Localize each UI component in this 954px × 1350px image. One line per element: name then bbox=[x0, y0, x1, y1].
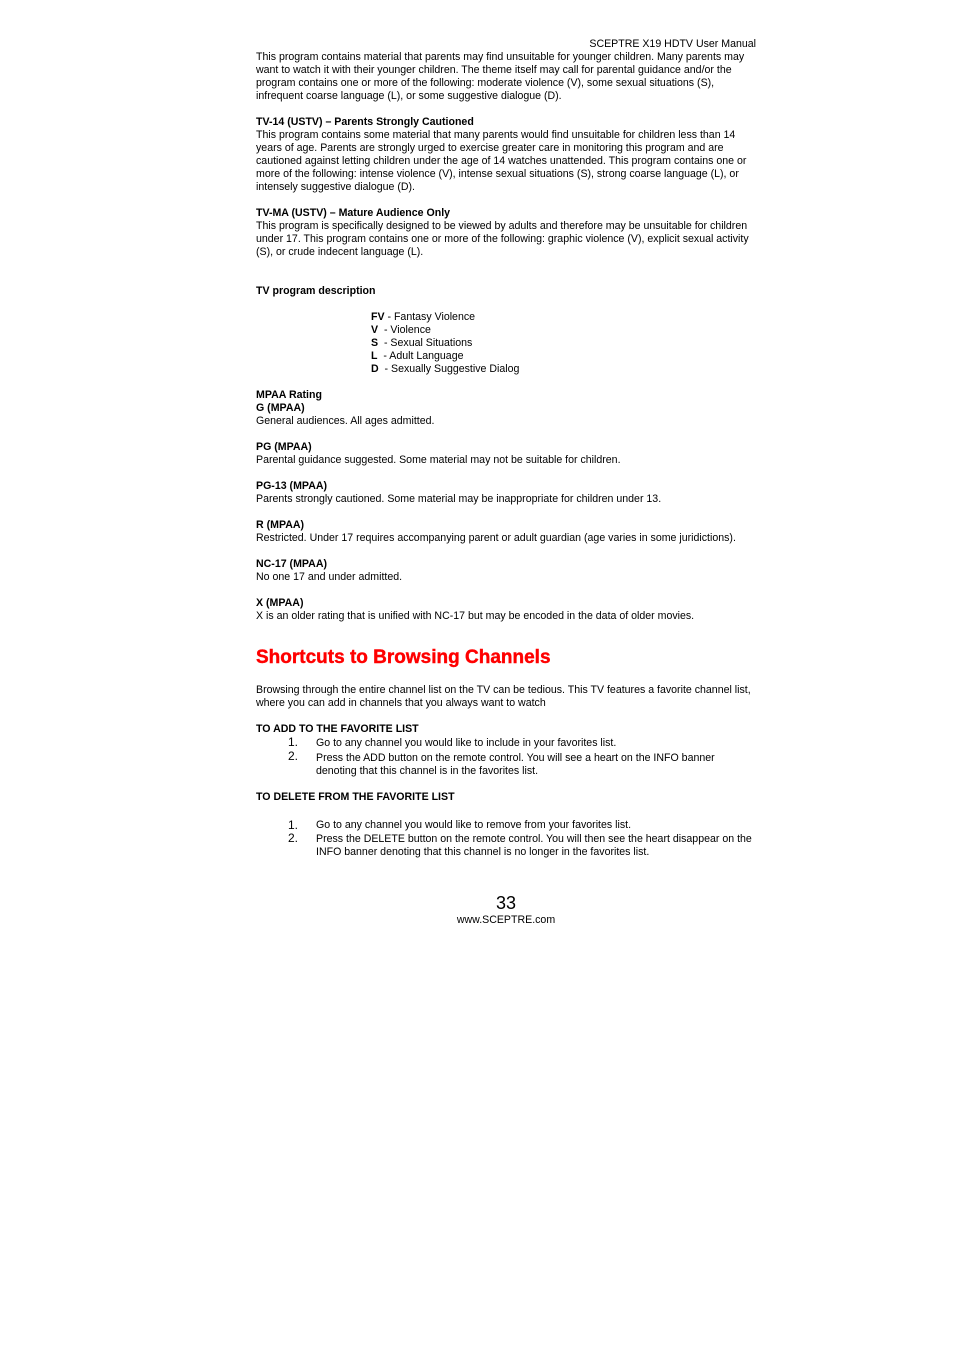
rating-title: X (MPAA) bbox=[256, 597, 304, 609]
tv-code-item: L - Adult Language bbox=[371, 350, 464, 362]
running-header: SCEPTRE X19 HDTV User Manual bbox=[589, 38, 756, 50]
footer-url: www.SCEPTRE.com bbox=[456, 914, 556, 926]
step-item: 2. Press the ADD button on the remote control. You will see a heart on the INFO banner denoting that this channel is in the favorites list. bbox=[288, 749, 715, 777]
rating-text: Parents strongly cautioned. Some material may be inappropriate for children under 13. bbox=[256, 493, 662, 505]
tv-description-heading: TV program description bbox=[256, 285, 376, 297]
step-item: 1. Go to any channel you would like to include in your favorites list. bbox=[288, 735, 617, 749]
rating-title: PG (MPAA) bbox=[256, 441, 312, 453]
tv-code-item: FV - Fantasy Violence bbox=[371, 311, 476, 323]
rating-title: PG-13 (MPAA) bbox=[256, 480, 328, 492]
delete-favorite-steps bbox=[256, 819, 756, 859]
tv14-heading: TV-14 (USTV) – Parents Strongly Cautioned bbox=[256, 116, 474, 128]
add-favorite-heading: TO ADD TO THE FAVORITE LIST bbox=[256, 723, 419, 735]
delete-favorite-heading: TO DELETE FROM THE FAVORITE LIST bbox=[256, 791, 455, 803]
intro-paragraph: This program contains material that parents may find unsuitable for younger children. Many parents may want to watch it with their younger children. The theme itself may call for parental guidance and/or the program contains one or more of the following: moderate violence (V), some sexual situations (S), infrequent coarse language (L), or some suggestive dialogue (D). bbox=[256, 51, 745, 102]
tv-code-item: S - Sexual Situations bbox=[371, 337, 473, 349]
tvma-text: This program is specifically designed to be viewed by adults and therefore may be unsuitable for children under 17. This program contains one or more of the following: graphic violence (V), explicit sexual activity (S), or crude indecent language (L). bbox=[256, 220, 749, 258]
tv-code-item: V - Violence bbox=[371, 324, 431, 336]
tv14-text: This program contains some material that many parents would find unsuitable for children less than 14 years of age. Parents are strongly urged to exercise greater care in monitoring this program and are cautioned against letting children under the age of 14 watches unattended. This program contains one or more of the following: intense violence (V), intense sexual situations (S), strong coarse language (L), or intensely suggestive dialogue (D). bbox=[256, 129, 747, 193]
step-item: 2. Press the DELETE button on the remote control. You will then see the heart disappear on the INFO banner denoting that this channel is no longer in the favorites list. bbox=[288, 831, 752, 858]
mpaa-heading: MPAA Rating bbox=[256, 389, 322, 401]
rating-text: No one 17 and under admitted. bbox=[256, 571, 403, 583]
rating-text: General audiences. All ages admitted. bbox=[256, 415, 435, 427]
page-footer bbox=[256, 893, 756, 927]
shortcuts-intro: Browsing through the entire channel list on the TV can be tedious. This TV features a favorite channel list, where you can add in channels that you always want to watch bbox=[256, 684, 751, 709]
step-item: 1. Go to any channel you would like to remove from your favorites list. bbox=[288, 818, 632, 832]
tv-code-list bbox=[371, 311, 756, 376]
shortcuts-section-title: Shortcuts to Browsing Channels bbox=[256, 647, 551, 668]
add-favorite-steps bbox=[256, 736, 756, 778]
tvma-heading: TV-MA (USTV) – Mature Audience Only bbox=[256, 207, 451, 219]
rating-title: R (MPAA) bbox=[256, 519, 305, 531]
rating-title: G (MPAA) bbox=[256, 402, 305, 414]
rating-text: Parental guidance suggested. Some material may not be suitable for children. bbox=[256, 454, 621, 466]
manual-page bbox=[256, 38, 756, 859]
tv-code-item: D - Sexually Suggestive Dialog bbox=[371, 363, 520, 375]
page-number: 33 bbox=[495, 893, 517, 913]
rating-text: X is an older rating that is unified with NC-17 but may be encoded in the data of older movies. bbox=[256, 610, 695, 622]
rating-title: NC-17 (MPAA) bbox=[256, 558, 328, 570]
rating-text: Restricted. Under 17 requires accompanying parent or adult guardian (age varies in some juridictions). bbox=[256, 532, 736, 544]
